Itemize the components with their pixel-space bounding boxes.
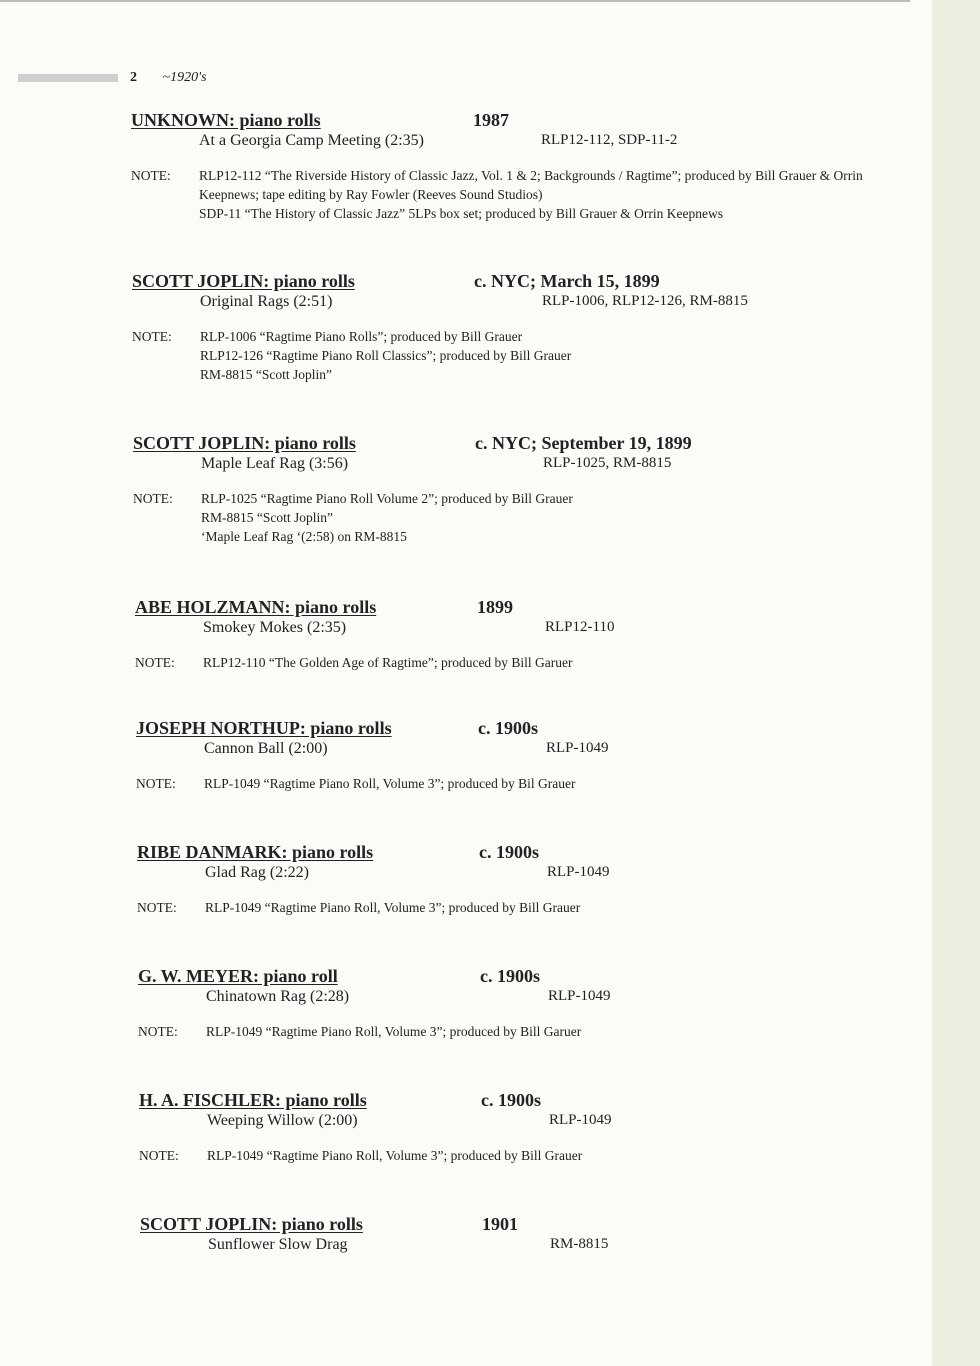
entry-artist: UNKNOWN: piano rolls xyxy=(131,110,321,130)
entry-artist: H. A. FISCHLER: piano rolls xyxy=(139,1090,367,1110)
entry-title: Glad Rag (2:22) xyxy=(205,864,309,881)
entry-title: Cannon Ball (2:00) xyxy=(204,740,328,757)
entry-artist: SCOTT JOPLIN: piano rolls xyxy=(133,433,356,453)
note-label: NOTE: xyxy=(139,1148,179,1163)
note-line: RLP12-112 “The Riverside History of Classic Jazz, Vol. 1 & 2; Backgrounds / Ragtime”; produced by Bill Grauer & Orrin Keepnews; tape editing by Ray Fowler (Reeves Sound Studios) xyxy=(199,168,863,202)
header-bar xyxy=(18,74,118,82)
entry-catalog: RLP-1049 xyxy=(546,740,609,756)
entry-title: Sunflower Slow Drag xyxy=(208,1236,348,1253)
entry-note xyxy=(133,489,913,546)
discography-entry xyxy=(131,110,911,223)
discography-entry xyxy=(132,271,912,384)
discography-entry xyxy=(140,1214,920,1256)
entry-title: Smokey Mokes (2:35) xyxy=(203,619,347,636)
note-line: ‘Maple Leaf Rag ‘(2:58) on RM-8815 xyxy=(201,529,407,544)
entry-note xyxy=(131,166,911,223)
note-label: NOTE: xyxy=(131,168,171,183)
entry-note xyxy=(138,1022,918,1041)
entry-title: Original Rags (2:51) xyxy=(200,293,333,310)
entry-title: At a Georgia Camp Meeting (2:35) xyxy=(199,132,424,149)
entry-date: c. 1900s xyxy=(478,718,538,738)
page-era: ~1920's xyxy=(162,70,207,85)
entry-note xyxy=(137,898,917,917)
entry-artist: G. W. MEYER: piano roll xyxy=(138,966,338,986)
note-label: NOTE: xyxy=(138,1024,178,1039)
note-line: RLP12-126 “Ragtime Piano Roll Classics”; produced by Bill Grauer xyxy=(200,348,572,363)
entry-note xyxy=(132,327,912,384)
note-line: RM-8815 “Scott Joplin” xyxy=(201,510,333,525)
entry-date: c. NYC; March 15, 1899 xyxy=(474,271,660,291)
entry-date: c. 1900s xyxy=(480,966,540,986)
entry-artist: JOSEPH NORTHUP: piano rolls xyxy=(136,718,392,738)
note-line: RLP-1025 “Ragtime Piano Roll Volume 2”; produced by Bill Grauer xyxy=(201,491,573,506)
discography-entry xyxy=(136,718,916,793)
entry-title: Weeping Willow (2:00) xyxy=(207,1112,358,1129)
note-label: NOTE: xyxy=(135,655,175,670)
note-line: RLP12-110 “The Golden Age of Ragtime”; produced by Bill Garuer xyxy=(203,655,573,670)
discography-entry xyxy=(137,842,917,917)
discography-entry xyxy=(133,433,913,546)
note-line: RLP-1049 “Ragtime Piano Roll, Volume 3”; produced by Bil Grauer xyxy=(204,776,576,791)
entry-catalog: RLP-1049 xyxy=(548,988,611,1004)
note-line: RLP-1049 “Ragtime Piano Roll, Volume 3”; produced by Bill Grauer xyxy=(205,900,581,915)
entry-note xyxy=(136,774,916,793)
entry-title: Chinatown Rag (2:28) xyxy=(206,988,350,1005)
note-line: RLP-1049 “Ragtime Piano Roll, Volume 3”; produced by Bill Grauer xyxy=(207,1148,583,1163)
entry-date: 1901 xyxy=(482,1214,518,1234)
entry-date: c. 1900s xyxy=(479,842,539,862)
entry-note xyxy=(139,1146,919,1165)
note-label: NOTE: xyxy=(137,900,177,915)
note-label: NOTE: xyxy=(132,329,172,344)
entry-catalog: RLP12-110 xyxy=(545,619,615,635)
discography-entry xyxy=(139,1090,919,1165)
entry-title: Maple Leaf Rag (3:56) xyxy=(201,455,349,472)
page-header xyxy=(130,70,207,86)
entry-catalog: RLP-1025, RM-8815 xyxy=(543,455,672,471)
top-rule xyxy=(0,0,910,2)
entry-catalog: RLP-1006, RLP12-126, RM-8815 xyxy=(542,293,748,309)
discography-entry xyxy=(138,966,918,1041)
note-line: SDP-11 “The History of Classic Jazz” 5LPs box set; produced by Bill Grauer & Orrin Keepnews xyxy=(199,206,724,221)
entry-date: c. 1900s xyxy=(481,1090,541,1110)
note-label: NOTE: xyxy=(133,491,173,506)
discography-entry xyxy=(135,597,915,672)
entry-artist: SCOTT JOPLIN: piano rolls xyxy=(140,1214,363,1234)
entry-catalog: RLP-1049 xyxy=(549,1112,612,1128)
entry-date: 1899 xyxy=(477,597,513,617)
page-number: 2 xyxy=(130,70,137,85)
note-line: RM-8815 “Scott Joplin” xyxy=(200,367,332,382)
page-edge xyxy=(932,0,980,1366)
entry-date: c. NYC; September 19, 1899 xyxy=(475,433,692,453)
entry-artist: RIBE DANMARK: piano rolls xyxy=(137,842,374,862)
entry-note xyxy=(135,653,915,672)
entry-artist: ABE HOLZMANN: piano rolls xyxy=(135,597,377,617)
entry-date: 1987 xyxy=(473,110,509,130)
note-line: RLP-1006 “Ragtime Piano Rolls”; produced by Bill Grauer xyxy=(200,329,523,344)
note-line: RLP-1049 “Ragtime Piano Roll, Volume 3”; produced by Bill Garuer xyxy=(206,1024,582,1039)
entry-catalog: RLP-1049 xyxy=(547,864,610,880)
entry-catalog: RM-8815 xyxy=(550,1236,609,1252)
entry-artist: SCOTT JOPLIN: piano rolls xyxy=(132,271,355,291)
note-label: NOTE: xyxy=(136,776,176,791)
entry-catalog: RLP12-112, SDP-11-2 xyxy=(541,132,678,148)
